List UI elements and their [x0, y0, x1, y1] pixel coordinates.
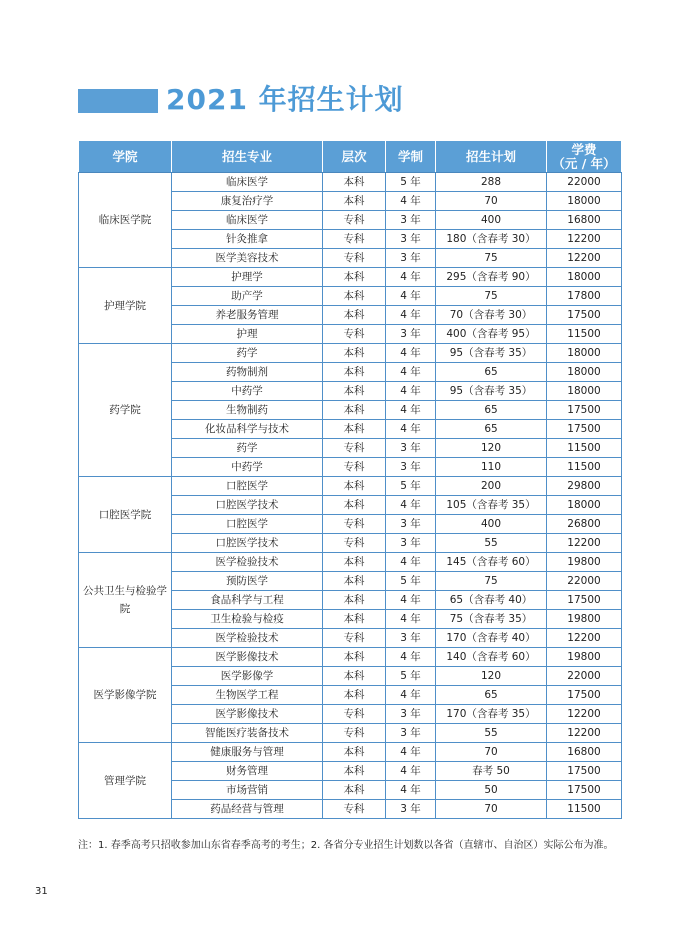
header-level: 层次	[323, 141, 386, 173]
major-cell: 食品科学与工程	[172, 591, 323, 610]
duration-cell: 3 年	[386, 534, 436, 553]
page-number: 31	[35, 886, 48, 897]
level-cell: 本科	[323, 192, 386, 211]
major-cell: 口腔医学技术	[172, 496, 323, 515]
major-cell: 医学美容技术	[172, 249, 323, 268]
plan-cell: 春考 50	[436, 762, 547, 781]
college-cell: 口腔医学院	[79, 477, 172, 553]
duration-cell: 4 年	[386, 382, 436, 401]
plan-cell: 288	[436, 173, 547, 192]
plan-cell: 170（含春考 35）	[436, 705, 547, 724]
fee-cell: 17500	[547, 762, 622, 781]
plan-cell: 70	[436, 800, 547, 819]
duration-cell: 4 年	[386, 420, 436, 439]
duration-cell: 4 年	[386, 306, 436, 325]
duration-cell: 4 年	[386, 192, 436, 211]
fee-cell: 17500	[547, 591, 622, 610]
level-cell: 本科	[323, 591, 386, 610]
major-cell: 化妆品科学与技术	[172, 420, 323, 439]
fee-cell: 18000	[547, 382, 622, 401]
level-cell: 本科	[323, 553, 386, 572]
fee-cell: 12200	[547, 534, 622, 553]
plan-cell: 55	[436, 534, 547, 553]
major-cell: 医学影像技术	[172, 705, 323, 724]
duration-cell: 3 年	[386, 249, 436, 268]
plan-cell: 400	[436, 211, 547, 230]
plan-cell: 95（含春考 35）	[436, 344, 547, 363]
major-cell: 中药学	[172, 382, 323, 401]
major-cell: 口腔医学技术	[172, 534, 323, 553]
duration-cell: 4 年	[386, 363, 436, 382]
plan-cell: 120	[436, 667, 547, 686]
level-cell: 本科	[323, 496, 386, 515]
level-cell: 本科	[323, 686, 386, 705]
level-cell: 专科	[323, 515, 386, 534]
level-cell: 专科	[323, 439, 386, 458]
duration-cell: 4 年	[386, 648, 436, 667]
fee-cell: 17800	[547, 287, 622, 306]
level-cell: 专科	[323, 705, 386, 724]
level-cell: 专科	[323, 230, 386, 249]
header-duration: 学制	[386, 141, 436, 173]
plan-cell: 140（含春考 60）	[436, 648, 547, 667]
level-cell: 本科	[323, 610, 386, 629]
fee-cell: 12200	[547, 629, 622, 648]
fee-cell: 26800	[547, 515, 622, 534]
major-cell: 临床医学	[172, 211, 323, 230]
fee-cell: 18000	[547, 344, 622, 363]
college-cell: 药学院	[79, 344, 172, 477]
table-body	[79, 173, 622, 819]
fee-cell: 11500	[547, 439, 622, 458]
plan-cell: 200	[436, 477, 547, 496]
duration-cell: 4 年	[386, 287, 436, 306]
fee-cell: 17500	[547, 781, 622, 800]
fee-cell: 22000	[547, 572, 622, 591]
level-cell: 本科	[323, 287, 386, 306]
fee-cell: 19800	[547, 553, 622, 572]
major-cell: 养老服务管理	[172, 306, 323, 325]
plan-cell: 65	[436, 401, 547, 420]
plan-cell: 70	[436, 743, 547, 762]
major-cell: 生物医学工程	[172, 686, 323, 705]
level-cell: 本科	[323, 344, 386, 363]
duration-cell: 4 年	[386, 496, 436, 515]
fee-cell: 11500	[547, 800, 622, 819]
level-cell: 本科	[323, 572, 386, 591]
plan-cell: 70	[436, 192, 547, 211]
major-cell: 医学影像学	[172, 667, 323, 686]
fee-cell: 17500	[547, 306, 622, 325]
fee-cell: 18000	[547, 363, 622, 382]
duration-cell: 5 年	[386, 572, 436, 591]
level-cell: 本科	[323, 477, 386, 496]
duration-cell: 3 年	[386, 211, 436, 230]
fee-cell: 29800	[547, 477, 622, 496]
fee-cell: 19800	[547, 610, 622, 629]
duration-cell: 3 年	[386, 705, 436, 724]
major-cell: 市场营销	[172, 781, 323, 800]
duration-cell: 5 年	[386, 667, 436, 686]
level-cell: 本科	[323, 781, 386, 800]
plan-cell: 170（含春考 40）	[436, 629, 547, 648]
level-cell: 本科	[323, 667, 386, 686]
table-row	[79, 173, 622, 192]
duration-cell: 4 年	[386, 781, 436, 800]
duration-cell: 4 年	[386, 268, 436, 287]
major-cell: 康复治疗学	[172, 192, 323, 211]
level-cell: 专科	[323, 629, 386, 648]
major-cell: 口腔医学	[172, 477, 323, 496]
college-cell: 公共卫生与检验学院	[79, 553, 172, 648]
major-cell: 财务管理	[172, 762, 323, 781]
fee-cell: 17500	[547, 686, 622, 705]
level-cell: 本科	[323, 762, 386, 781]
level-cell: 本科	[323, 382, 386, 401]
fee-cell: 18000	[547, 496, 622, 515]
plan-cell: 105（含春考 35）	[436, 496, 547, 515]
major-cell: 生物制药	[172, 401, 323, 420]
duration-cell: 3 年	[386, 439, 436, 458]
duration-cell: 4 年	[386, 401, 436, 420]
level-cell: 本科	[323, 420, 386, 439]
table-header-row	[79, 141, 622, 173]
footnote: 注：1. 春季高考只招收参加山东省春季高考的考生；2. 各省分专业招生计划数以各省（直辖市、自治区）实际公布为准。	[78, 840, 614, 851]
duration-cell: 4 年	[386, 344, 436, 363]
duration-cell: 4 年	[386, 686, 436, 705]
major-cell: 药学	[172, 439, 323, 458]
fee-cell: 11500	[547, 458, 622, 477]
plan-cell: 145（含春考 60）	[436, 553, 547, 572]
fee-cell: 12200	[547, 249, 622, 268]
plan-cell: 95（含春考 35）	[436, 382, 547, 401]
duration-cell: 4 年	[386, 553, 436, 572]
level-cell: 专科	[323, 249, 386, 268]
college-cell: 护理学院	[79, 268, 172, 344]
fee-cell: 19800	[547, 648, 622, 667]
duration-cell: 4 年	[386, 762, 436, 781]
duration-cell: 4 年	[386, 591, 436, 610]
header-fee-line2: （元 / 年）	[552, 155, 616, 171]
plan-cell: 65	[436, 363, 547, 382]
plan-cell: 400	[436, 515, 547, 534]
plan-cell: 75	[436, 572, 547, 591]
enrollment-plan-table	[78, 140, 622, 819]
major-cell: 医学检验技术	[172, 553, 323, 572]
duration-cell: 5 年	[386, 477, 436, 496]
plan-cell: 65（含春考 40）	[436, 591, 547, 610]
major-cell: 医学影像技术	[172, 648, 323, 667]
level-cell: 专科	[323, 724, 386, 743]
duration-cell: 4 年	[386, 610, 436, 629]
plan-cell: 65	[436, 420, 547, 439]
level-cell: 本科	[323, 743, 386, 762]
plan-cell: 120	[436, 439, 547, 458]
plan-cell: 75（含春考 35）	[436, 610, 547, 629]
duration-cell: 3 年	[386, 724, 436, 743]
header-college: 学院	[79, 141, 172, 173]
duration-cell: 3 年	[386, 458, 436, 477]
level-cell: 专科	[323, 211, 386, 230]
major-cell: 智能医疗装备技术	[172, 724, 323, 743]
major-cell: 预防医学	[172, 572, 323, 591]
table-row	[79, 553, 622, 572]
plan-cell: 295（含春考 90）	[436, 268, 547, 287]
level-cell: 本科	[323, 363, 386, 382]
fee-cell: 22000	[547, 667, 622, 686]
college-cell: 医学影像学院	[79, 648, 172, 743]
level-cell: 本科	[323, 268, 386, 287]
level-cell: 专科	[323, 800, 386, 819]
major-cell: 药学	[172, 344, 323, 363]
major-cell: 健康服务与管理	[172, 743, 323, 762]
plan-cell: 180（含春考 30）	[436, 230, 547, 249]
fee-cell: 17500	[547, 420, 622, 439]
fee-cell: 12200	[547, 705, 622, 724]
table-row	[79, 344, 622, 363]
major-cell: 药品经营与管理	[172, 800, 323, 819]
header-fee	[547, 141, 622, 173]
fee-cell: 18000	[547, 192, 622, 211]
level-cell: 本科	[323, 173, 386, 192]
header-plan: 招生计划	[436, 141, 547, 173]
plan-cell: 75	[436, 249, 547, 268]
table-row	[79, 477, 622, 496]
page-title: 2021 年招生计划	[166, 83, 404, 116]
fee-cell: 18000	[547, 268, 622, 287]
duration-cell: 3 年	[386, 800, 436, 819]
level-cell: 本科	[323, 401, 386, 420]
major-cell: 助产学	[172, 287, 323, 306]
major-cell: 医学检验技术	[172, 629, 323, 648]
plan-cell: 110	[436, 458, 547, 477]
header-major: 招生专业	[172, 141, 323, 173]
major-cell: 中药学	[172, 458, 323, 477]
level-cell: 本科	[323, 648, 386, 667]
major-cell: 卫生检验与检疫	[172, 610, 323, 629]
fee-cell: 16800	[547, 211, 622, 230]
major-cell: 药物制剂	[172, 363, 323, 382]
level-cell: 专科	[323, 534, 386, 553]
plan-cell: 65	[436, 686, 547, 705]
fee-cell: 11500	[547, 325, 622, 344]
table-row	[79, 648, 622, 667]
major-cell: 护理学	[172, 268, 323, 287]
plan-cell: 400（含春考 95）	[436, 325, 547, 344]
plan-cell: 70（含春考 30）	[436, 306, 547, 325]
fee-cell: 22000	[547, 173, 622, 192]
duration-cell: 3 年	[386, 325, 436, 344]
duration-cell: 3 年	[386, 629, 436, 648]
duration-cell: 3 年	[386, 230, 436, 249]
duration-cell: 4 年	[386, 743, 436, 762]
college-cell: 临床医学院	[79, 173, 172, 268]
header-fee-line1: 学费	[571, 141, 597, 157]
duration-cell: 5 年	[386, 173, 436, 192]
table-row	[79, 268, 622, 287]
plan-cell: 50	[436, 781, 547, 800]
plan-cell: 55	[436, 724, 547, 743]
fee-cell: 12200	[547, 724, 622, 743]
major-cell: 针灸推拿	[172, 230, 323, 249]
table-row	[79, 743, 622, 762]
fee-cell: 16800	[547, 743, 622, 762]
plan-cell: 75	[436, 287, 547, 306]
title-accent-bar	[78, 89, 158, 113]
major-cell: 护理	[172, 325, 323, 344]
level-cell: 专科	[323, 458, 386, 477]
major-cell: 临床医学	[172, 173, 323, 192]
fee-cell: 17500	[547, 401, 622, 420]
level-cell: 专科	[323, 325, 386, 344]
duration-cell: 3 年	[386, 515, 436, 534]
fee-cell: 12200	[547, 230, 622, 249]
level-cell: 本科	[323, 306, 386, 325]
major-cell: 口腔医学	[172, 515, 323, 534]
college-cell: 管理学院	[79, 743, 172, 819]
